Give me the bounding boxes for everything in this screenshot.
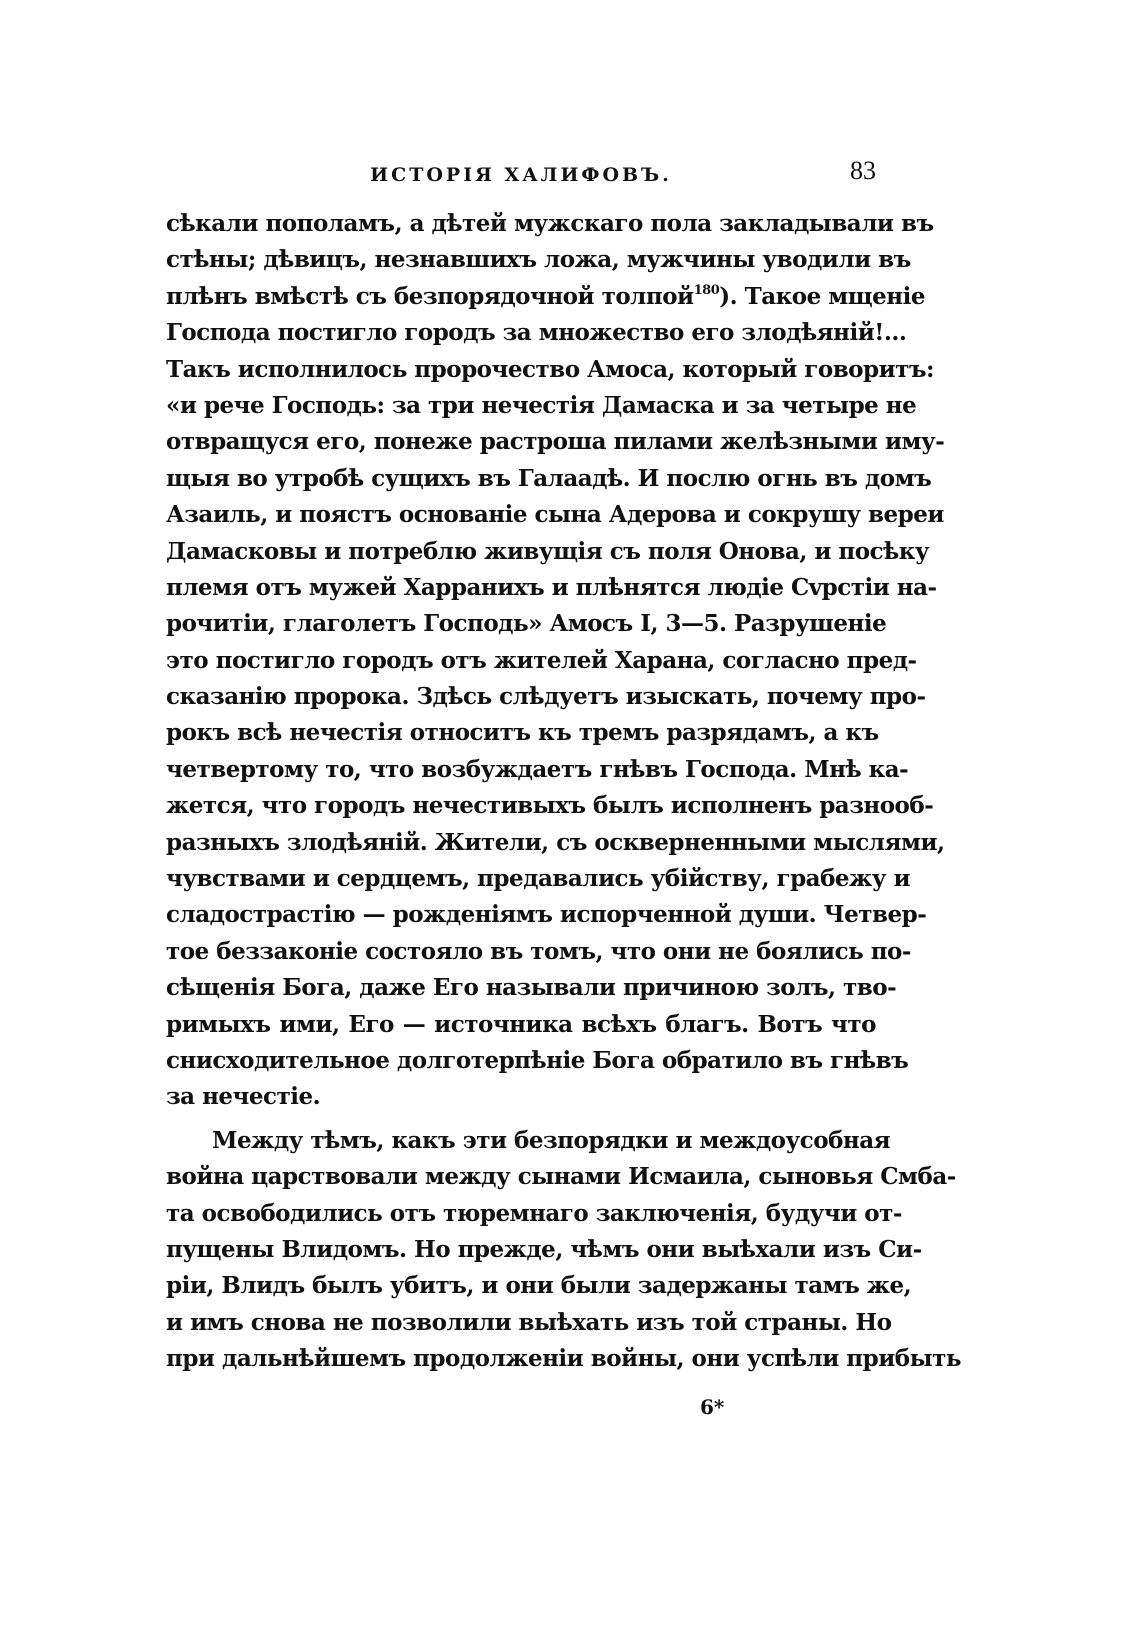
text-line: война царствовали между сынами Исмаила, сыновья Смба- (166, 1163, 956, 1191)
text-line: разныхъ злодѣяній. Жители, съ оскверненными мыслями, (166, 828, 945, 856)
text-line: рокъ всѣ нечестія относитъ къ тремъ разрядамъ, а къ (166, 719, 879, 747)
text-line: Господа постигло городъ за множество его злодѣяній!... (166, 319, 907, 347)
text-line-end: ). Такое мщеніе (719, 282, 925, 310)
text-line: сѣкали пополамъ, а дѣтей мужскаго пола закладывали въ (166, 210, 934, 237)
text-line: сладострастію — рожденіямъ испорченной души. Четвер- (166, 901, 927, 929)
text-line: чувствами и сердцемъ, предавались убійству, грабежу и (166, 865, 911, 893)
text-line: отвращуся его, понеже растроша пилами желѣзными иму- (166, 428, 945, 456)
signature-mark: 6* (700, 1395, 725, 1419)
text-line: снисходительное долготерпѣніе Бога обратило въ гнѣвъ (166, 1046, 909, 1074)
text-line: Дамасковы и потреблю живущія съ поля Онова, и посѣку (166, 537, 930, 565)
text-line: «и рече Господь: за три нечестія Дамаска и за четыре не (166, 391, 917, 419)
text-line: жется, что городъ нечестивыхъ былъ исполненъ разнооб- (166, 792, 934, 820)
text-line: пущены Влидомъ. Но прежде, чѣмъ они выѣхали изъ Си- (166, 1235, 922, 1263)
page-header (166, 156, 876, 196)
text-line: рочитіи, глаголетъ Господь» Амосъ I, 3—5. Разрушеніе (166, 610, 887, 638)
running-title: ИСТОРІЯ ХАЛИФОВЪ. (370, 164, 672, 186)
text-line (166, 279, 925, 315)
text-line: Азаиль, и поястъ основаніе сына Адерова и сокрушу вереи (166, 501, 944, 529)
paragraph-gap (166, 1116, 876, 1123)
footnote-reference: 180 (693, 282, 720, 298)
text-line: ріи, Влидъ былъ убитъ, и они были задержаны тамъ же, (166, 1272, 912, 1300)
paragraph (166, 206, 945, 1116)
text-line: сѣщенія Бога, даже Его называли причиною золъ, тво- (166, 974, 897, 1002)
text-line: сказанію пророка. Здѣсь слѣдуетъ изыскать, почему про- (166, 683, 926, 711)
text-line: за нечестіе. (166, 1083, 321, 1111)
paragraph (166, 1123, 962, 1378)
text-line: Такъ исполнилось пророчество Амоса, который говоритъ: (166, 355, 935, 383)
text-line: римыхъ ими, Его — источника всѣхъ благъ. Вотъ что (166, 1010, 876, 1038)
body-text (166, 206, 962, 1378)
text-line: это постигло городъ отъ жителей Харана, согласно пред- (166, 646, 917, 674)
text-line: щыя во утробѣ сущихъ въ Галаадѣ. И послю огнь въ домъ (166, 464, 932, 492)
text-line: та освободились отъ тюремнаго заключенія, будучи от- (166, 1199, 902, 1227)
page-number: 83 (850, 156, 876, 185)
text-line: тое беззаконіе состояло въ томъ, что они не боялись по- (166, 937, 911, 965)
text-line: Между тѣмъ, какъ эти безпорядки и междоусобная (212, 1126, 891, 1154)
text-line: племя отъ мужей Харранихъ и плѣнятся людіе Сvрстіи на- (166, 573, 937, 601)
text-line-start: плѣнъ вмѣстѣ съ безпорядочной толпой (166, 282, 694, 310)
text-line: стѣны; дѣвицъ, незнавшихъ ложа, мужчины уводили въ (166, 246, 911, 274)
text-line: и имъ снова не позволили выѣхать изъ той страны. Но (166, 1308, 892, 1336)
text-line: четвертому то, что возбуждаетъ гнѣвъ Господа. Мнѣ ка- (166, 755, 909, 783)
text-line: при дальнѣйшемъ продолженіи войны, они успѣли прибыть (166, 1345, 962, 1373)
